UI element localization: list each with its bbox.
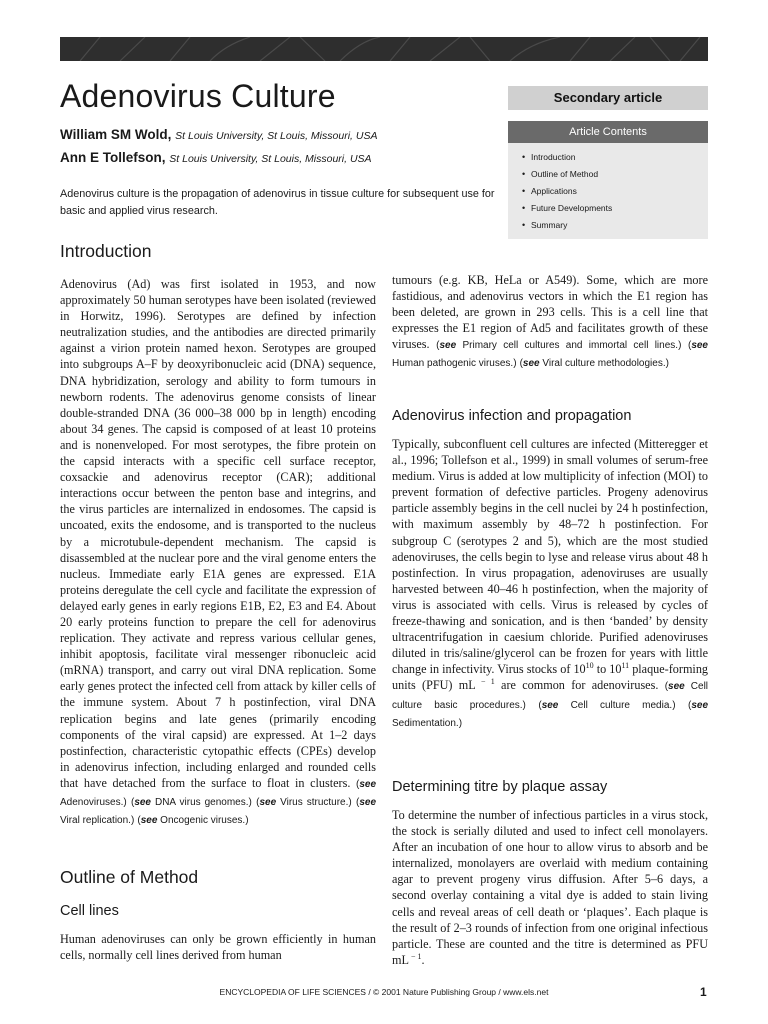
cross-ref[interactable]: (see Adenoviruses.) bbox=[60, 778, 377, 808]
page-footer: ENCYCLOPEDIA OF LIFE SCIENCES / © 2001 Nature Publishing Group / www.els.net bbox=[219, 987, 549, 997]
contents-item-outline[interactable]: • Outline of Method bbox=[522, 166, 708, 183]
superscript: − 1 bbox=[475, 677, 495, 687]
plaque-assay-text: . bbox=[421, 952, 425, 967]
cell-lines-text: tumours (e.g. KB, HeLa or A549). Some, which are more fastidious, and adenovirus vectors in which the E1 region has been deleted, are grown in 293 cells. This is a cell line that expresses the E1 region of Ad5 and facilitates growth of these viruses. bbox=[392, 273, 708, 352]
contents-item-introduction[interactable]: • Introduction bbox=[522, 149, 708, 166]
infection-text: Typically, subconfluent cell cultures are infected (Mitteregger et al., 1996; Tollefson et al., 1999) in small volumes of serum-free medium. Virus is added at low multiplicity of infection (MOI) to prevent formation of defective particles. Progeny adenovirus particle assembly begins in the cell nuclei by 24 h postinfection, with maximum assembly by 48–72 h postinfection. For subgroup C (serotypes 2 and 5), which are the most studied adenoviruses, the cells begin to lyse and release virus about 48 h postinfection. In virus propagation, adenoviruses are usually harvested between 40–46 h postinfection, when the majority of virus is associated with cells. Virus is released by cycles of freeze-thawing and sonication, and is then ‘banded’ by density ultracentrifugation in caesium chloride. Purified adenoviruses diluted in tris/saline/glycerol can be frozen for years with little change in infectivity. Virus stocks of 10 bbox=[392, 437, 708, 677]
contents-list bbox=[508, 143, 708, 234]
contents-item-summary[interactable]: • Summary bbox=[522, 217, 708, 234]
author-2 bbox=[60, 150, 372, 165]
cell-lines-body-left: Human adenoviruses can only be grown efficiently in human cells, normally cell lines derived from human bbox=[60, 932, 376, 963]
heading-cell-lines: Cell lines bbox=[60, 903, 119, 919]
cross-ref[interactable]: (see Sedimentation.) bbox=[392, 699, 709, 729]
cross-ref[interactable]: (see Virus structure.) bbox=[256, 797, 352, 808]
cross-ref[interactable]: (see Viral replication.) bbox=[60, 797, 377, 827]
contents-item-applications[interactable]: • Applications bbox=[522, 183, 708, 200]
plaque-assay-body bbox=[392, 807, 708, 968]
article-title: Adenovirus Culture bbox=[60, 78, 336, 114]
contents-title: Article Contents bbox=[508, 121, 708, 143]
infection-text: to 10 bbox=[593, 662, 622, 677]
heading-infection-propagation: Adenovirus infection and propagation bbox=[392, 408, 632, 424]
author-name: Ann E Tollefson, bbox=[60, 150, 166, 165]
cross-ref[interactable]: (see Cell culture basic procedures.) bbox=[392, 681, 709, 711]
article-contents bbox=[508, 121, 708, 239]
header-band bbox=[60, 37, 708, 61]
superscript: − 1 bbox=[408, 951, 422, 961]
heading-plaque-assay: Determining titre by plaque assay bbox=[392, 779, 608, 795]
author-affiliation: St Louis University, St Louis, Missouri, USA bbox=[175, 130, 378, 142]
sidebar bbox=[508, 86, 708, 239]
author-affiliation: St Louis University, St Louis, Missouri, USA bbox=[169, 153, 372, 165]
contents-item-future[interactable]: • Future Developments bbox=[522, 200, 708, 217]
author-name: William SM Wold, bbox=[60, 127, 172, 142]
intro-text: Adenovirus (Ad) was first isolated in 1953, and now approximately 50 human serotypes have been isolated (reviewed in Horwitz, 1996). Serotypes are defined by infection neutralization studies, and the antibodies are directed primarily against a virion protein named hexon. Serotypes are grouped into subgroups A–F by deoxyribonucleic acid (DNA) sequence, DNA hybridization, serology and ability to form tumours in newborn rodents. The adenovirus genome consists of linear double-stranded DNA (36 000–38 000 bp in length) encoding about 34 genes. The capsid is composed of at least 10 proteins and is nonenveloped. For most serotypes, the fibre protein on the capsid interacts with a specific cell surface receptor, coxsackie and adenovirus receptor (CAR); additional interactions occur between the penton base and integrins, and the virus particles are internalized in endosomes. The capsid is uncoated, exits the endosome, and is transported to the nucleus by a microtubule-dependent mechanism. The capsid is disassembled at the nuclear pore and the viral genome enters the nucleus. Immediate early E1A genes are expressed. E1A proteins deregulate the cell cycle and facilitate the expression of delayed early genes in early regions E1B, E2, E3 and E4. About 20 early proteins function to prepare the cell for adenovirus replication. They activate and repress various cellular genes, inhibit apoptosis, facilitate viral messenger ribonucleic acid (mRNA) transport, and carry out viral DNA replication. Some early genes protect the infected cell from attack by killer cells of the immune system. About 7 h postinfection, viral DNA replication begins and late genes (primarily encoding components of the viral capsid) are expressed. At 1–2 days postinfection, characteristic cytopathic effects (CPEs) develop in adenovirus infection, including enlarged and rounded cells that have detached from the surface to float in clusters. bbox=[60, 277, 376, 790]
cross-ref[interactable]: (see Viral culture methodologies.) bbox=[519, 358, 669, 370]
intro-body bbox=[60, 276, 376, 829]
heading-introduction: Introduction bbox=[60, 241, 152, 261]
author-1 bbox=[60, 127, 377, 142]
superscript: 10 bbox=[585, 661, 594, 671]
cross-ref[interactable]: (see Cell culture media.) bbox=[538, 699, 676, 711]
plaque-assay-text: To determine the number of infectious particles in a virus stock, the stock is serially diluted and used to infect cell monolayers. After an incubation of one hour to allow virus to absorb and be internalized, monolayers are overlaid with medium containing agar to prevent progeny virus diffusion. After 5–6 days, a second overlay containing a vital dye is added to stain living cells and reveal areas of cell death or ‘plaques’. Each plaque is the result of 2–3 rounds of infection from one original infectious particle. These are counted and the titre is determined as PFU mL bbox=[392, 808, 708, 967]
cross-ref[interactable]: (see Oncogenic viruses.) bbox=[137, 815, 249, 827]
cell-lines-body-right bbox=[392, 272, 708, 373]
cross-ref[interactable]: (see Primary cell cultures and immortal cell lines.) bbox=[436, 340, 682, 352]
header-band-pattern bbox=[60, 37, 708, 61]
abstract: Adenovirus culture is the propagation of adenovirus in tissue culture for subsequent use for basic and applied virus research. bbox=[60, 188, 495, 217]
infection-text: plaque-forming units (PFU) mL bbox=[392, 662, 709, 693]
superscript: 11 bbox=[621, 661, 630, 671]
infection-text: are common for adenoviruses. bbox=[494, 678, 659, 693]
infection-body bbox=[392, 436, 708, 732]
cross-ref[interactable]: (see Human pathogenic viruses.) bbox=[392, 340, 708, 370]
article-type-label: Secondary article bbox=[508, 86, 708, 110]
cross-ref[interactable]: (see DNA virus genomes.) bbox=[130, 797, 252, 808]
heading-outline-of-method: Outline of Method bbox=[60, 867, 199, 887]
page-number: 1 bbox=[700, 985, 707, 999]
